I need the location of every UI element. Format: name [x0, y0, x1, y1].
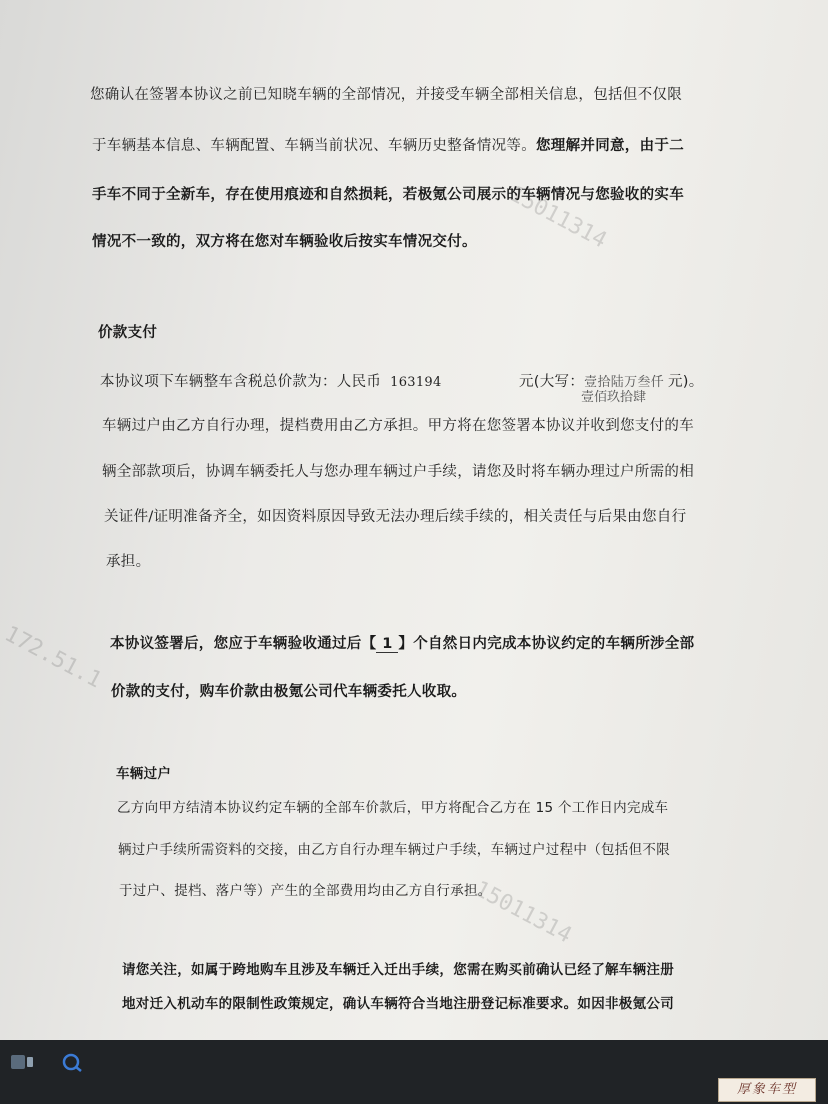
intro-text: 于车辆基本信息、车辆配置、车辆当前状况、车辆历史整备情况等。	[92, 138, 536, 154]
price-mid: 元(大写：	[519, 374, 585, 390]
notice-line: 请您关注，如属于跨地购车且涉及车辆迁入迁出手续，您需在购买前确认已经了解车辆注册	[122, 962, 674, 978]
payment-term-prefix: 本协议签署后，您应于车辆验收通过后【	[110, 636, 377, 652]
payment-line: 辆全部款项后，协调车辆委托人与您办理车辆过户手续，请您及时将车辆办理过户所需的相	[102, 464, 694, 480]
intro-line: 您确认在签署本协议之前已知晓车辆的全部情况，并接受车辆全部相关信息，包括但不仅限	[90, 87, 682, 103]
section-heading-transfer: 车辆过户	[116, 766, 172, 782]
transfer-line: 辆过户手续所需资料的交接，由乙方自行办理车辆过户手续，车辆过户过程中（包括但不限	[118, 842, 670, 858]
section-heading-payment: 价款支付	[98, 325, 158, 341]
watermark: 172.51.1	[0, 621, 106, 694]
payment-line: 承担。	[106, 554, 151, 570]
transfer-line: 于过户、提档、落户等）产生的全部费用均由乙方自行承担。	[119, 883, 492, 899]
payment-term-days: 1	[376, 636, 398, 653]
notice-line: 地对迁入机动车的限制性政策规定，确认车辆符合当地注册登记标准要求。如因非极氪公司	[122, 996, 674, 1012]
watermark: 15011314	[505, 181, 611, 254]
price-line	[100, 370, 442, 391]
price-prefix: 本协议项下车辆整车含税总价款为：人民币	[100, 374, 382, 390]
price-value: 163194	[390, 375, 442, 390]
price-upper-second: 壹佰玖拾肆	[581, 390, 647, 405]
watermark-stamp: 厚象车型	[718, 1078, 816, 1102]
intro-line: 手车不同于全新车，存在使用痕迹和自然损耗，若极氪公司展示的车辆情况与您验收的实车	[92, 187, 684, 203]
payment-line: 关证件/证明准备齐全，如因资料原因导致无法办理后续手续的，相关责任与后果由您自行	[104, 509, 687, 525]
payment-line: 车辆过户由乙方自行办理，提档费用由乙方承担。甲方将在您签署本协议并收到您支付的车	[102, 418, 694, 434]
intro-line	[92, 134, 684, 155]
transfer-line: 乙方向甲方结清本协议约定车辆的全部车价款后，甲方将配合乙方在 15 个工作日内完成车	[117, 800, 669, 816]
taskbar	[0, 1040, 828, 1104]
watermark: 15011314	[470, 876, 576, 949]
price-suffix: 元)。	[667, 374, 704, 390]
intro-bold-text: 您理解并同意，由于二	[536, 138, 684, 154]
payment-term-suffix: 】个自然日内完成本协议约定的车辆所涉全部	[398, 636, 695, 652]
payment-term-line	[110, 632, 694, 653]
price-upper-first: 壹拾陆万叁仟	[584, 375, 664, 390]
intro-line: 情况不一致的，双方将在您对车辆验收后按实车情况交付。	[92, 234, 477, 250]
taskbar-app-icon[interactable]	[10, 1052, 36, 1072]
search-icon[interactable]	[60, 1052, 84, 1072]
payment-term-line: 价款的支付，购车价款由极氪公司代车辆委托人收取。	[111, 684, 467, 700]
